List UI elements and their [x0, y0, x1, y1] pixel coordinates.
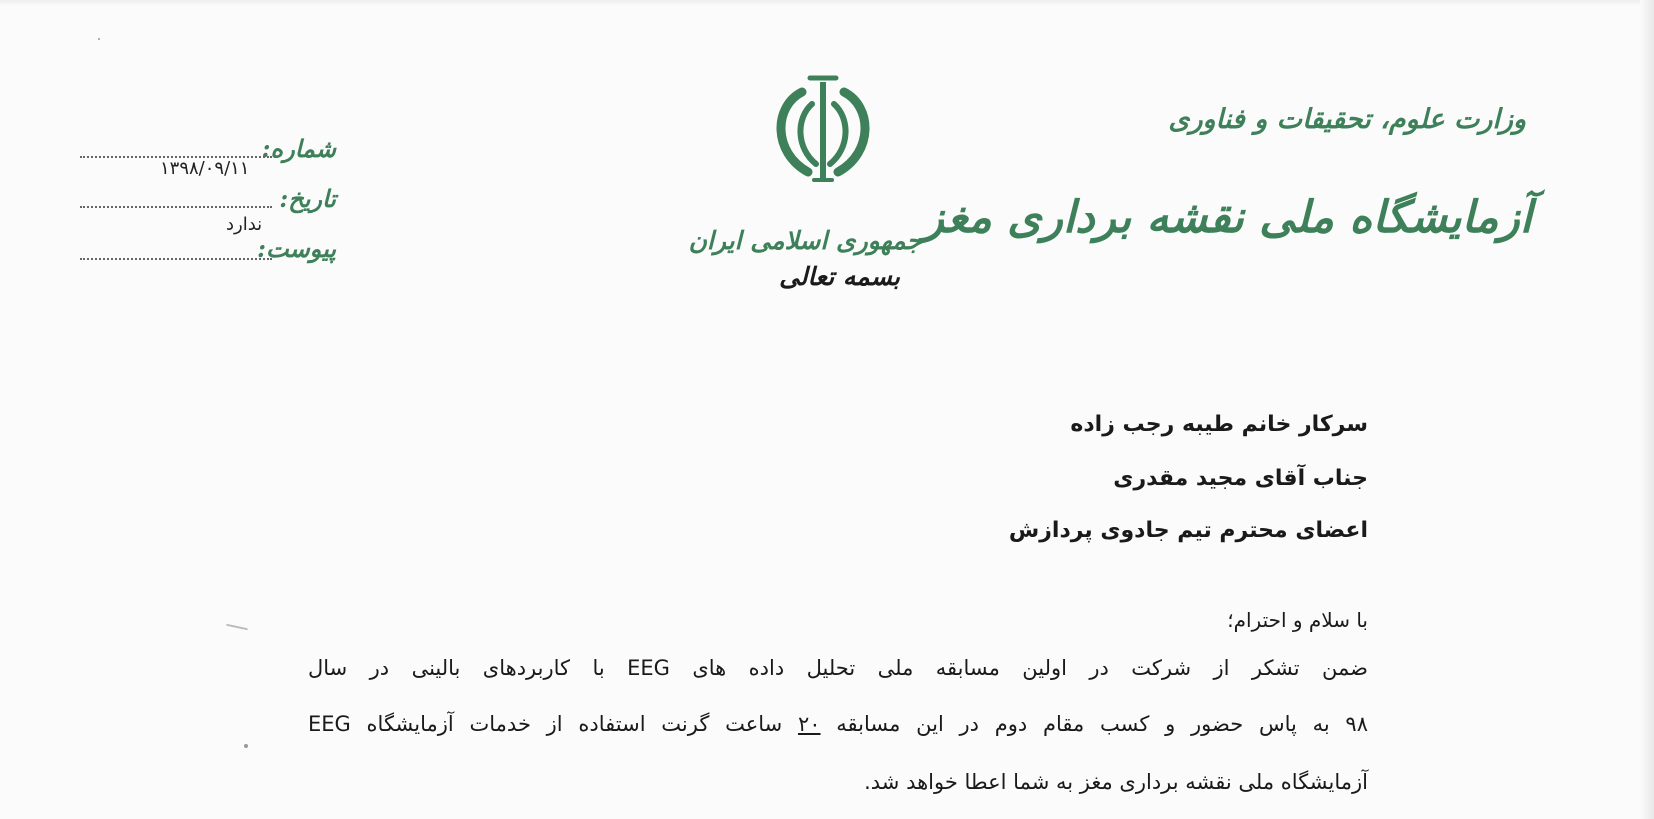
scan-speck: [98, 38, 100, 40]
body-line-2-start: ۹۸ به پاس حضور و کسب مقام دوم در این مسابقه: [820, 712, 1368, 736]
recipient-1: سرکار خانم طیبه رجب زاده: [1070, 412, 1368, 437]
recipient-3: اعضای محترم تیم جادوی پردازش: [1008, 518, 1368, 543]
lab-name: آزمایشگاه ملی نقشه برداری مغز: [922, 192, 1532, 243]
recipient-2: جناب آقای مجید مقدری: [1113, 466, 1368, 491]
iran-emblem-icon: [762, 74, 884, 186]
body-line-2: [308, 712, 1368, 736]
date-label: تاریخ:: [279, 184, 336, 213]
date-field-line: [80, 206, 272, 208]
body-line-1: ضمن تشکر از شرکت در اولین مسابقه ملی تحلیل داده های EEG با کاربردهای بالینی در سال: [308, 656, 1368, 680]
number-value: ۱۳۹۸/۰۹/۱۱: [160, 158, 250, 179]
body-line-2-end: ساعت گرنت استفاده از خدمات آزمایشگاه EEG: [308, 712, 798, 736]
scan-speck: [244, 744, 248, 748]
paper-edge-top: [0, 0, 1654, 6]
grant-hours: ۲۰: [797, 712, 821, 736]
paper-edge-right: [1640, 0, 1654, 819]
republic-title: جمهوری اسلامی ایران: [688, 226, 922, 255]
attachment-value: ندارد: [226, 214, 263, 235]
ministry-name: وزارت علوم، تحقیقات و فناوری: [1168, 104, 1526, 135]
body-line-3: آزمایشگاه ملی نقشه برداری مغز به شما اعطا خواهد شد.: [864, 770, 1368, 794]
bismillah: بسمه تعالی: [779, 262, 900, 291]
attachment-field-line: [80, 258, 272, 260]
greeting: با سلام و احترام؛: [1227, 608, 1368, 632]
attachment-label: پیوست:: [257, 234, 336, 263]
number-label: شماره:: [261, 134, 336, 163]
